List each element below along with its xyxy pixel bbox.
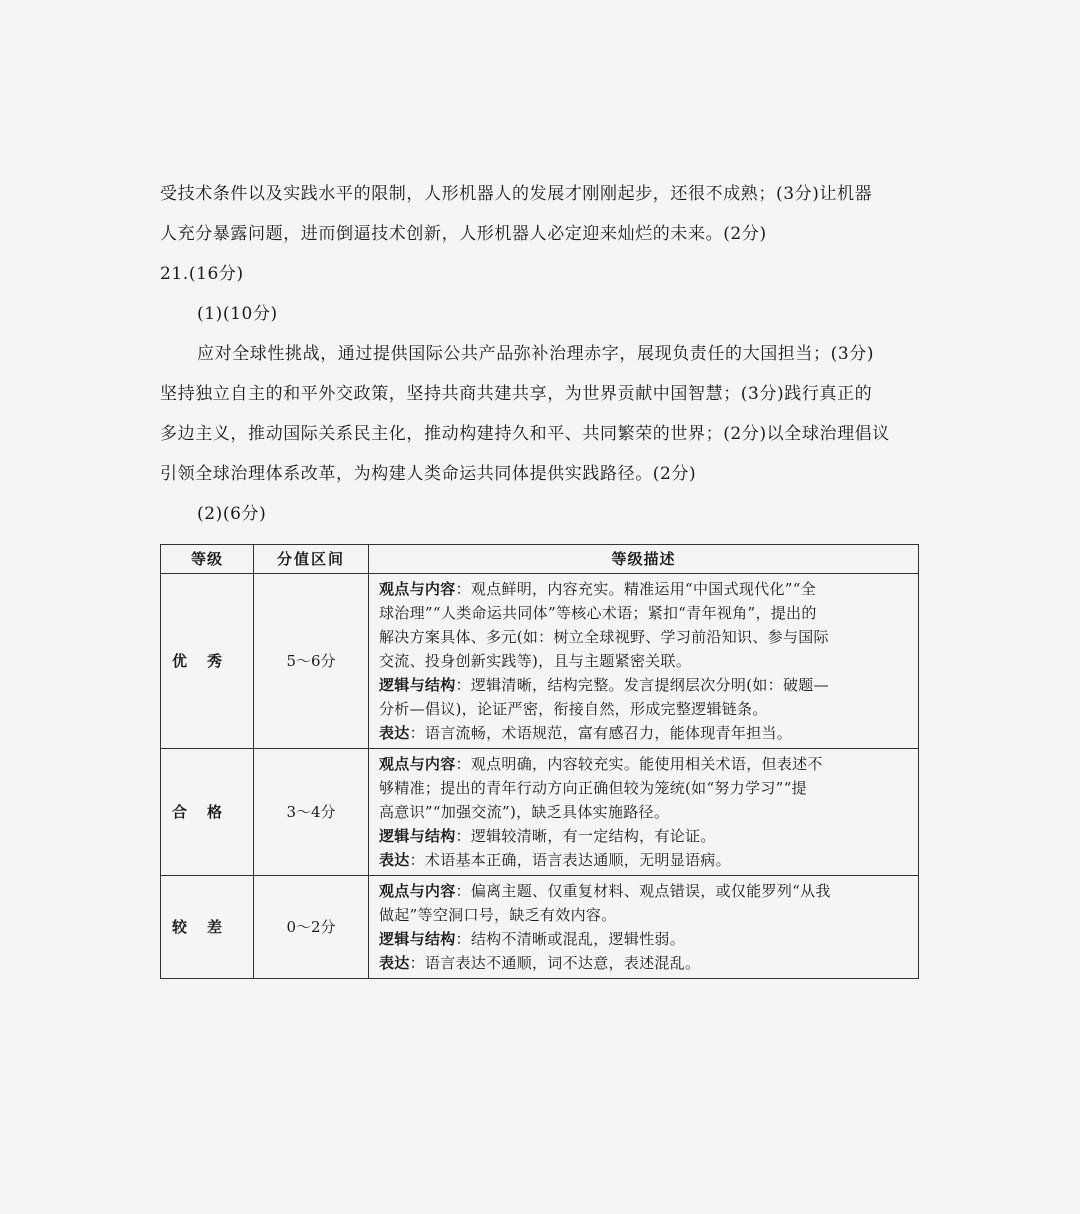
desc-line (379, 776, 908, 800)
a1-line4: 引领全球治理体系改革，为构建人类命运共同体提供实践路径。(2分) (160, 464, 697, 484)
desc-label: 观点与内容 (379, 755, 456, 773)
range-cell: 0～2分 (254, 876, 369, 979)
q21-part2-heading: (2)(6分) (197, 504, 267, 524)
table-row (161, 749, 919, 876)
a1-line2: 坚持独立自主的和平外交政策，坚持共商共建共享，为世界贡献中国智慧；(3分)践行真正的 (160, 384, 873, 404)
q21-heading: 21.(16分) (160, 264, 244, 284)
desc-text: 做起”等空洞口号，缺乏有效内容。 (379, 906, 617, 924)
desc-text: 解决方案具体、多元(如：树立全球视野、学习前沿知识、参与国际 (379, 628, 829, 646)
table-row (161, 876, 919, 979)
a1-line1: 应对全球性挑战，通过提供国际公共产品弥补治理赤字，展现负责任的大国担当；(3分) (197, 344, 875, 364)
desc-line (379, 879, 908, 903)
grading-rubric-table (160, 544, 919, 979)
desc-line (379, 848, 908, 872)
desc-text: ：偏离主题、仅重复材料、观点错误，或仅能罗列“从我 (455, 882, 831, 900)
desc-text: ：语言流畅，术语规范，富有感召力，能体现青年担当。 (409, 724, 793, 742)
desc-text: ：术语基本正确，语言表达通顺，无明显语病。 (409, 851, 731, 869)
p1-line1: 受技术条件以及实践水平的限制，人形机器人的发展才刚刚起步，还很不成熟；(3分)让机器 (160, 184, 873, 204)
desc-text: 交流、投身创新实践等)，且与主题紧密关联。 (379, 652, 692, 670)
p1-line2: 人充分暴露问题，进而倒逼技术创新，人形机器人必定迎来灿烂的未来。(2分) (160, 224, 767, 244)
table-row (161, 574, 919, 749)
desc-text: 球治理”“人类命运共同体”等核心术语；紧扣“青年视角”，提出的 (379, 604, 817, 622)
range-cell: 3～4分 (254, 749, 369, 876)
range-cell: 5～6分 (254, 574, 369, 749)
desc-label: 观点与内容 (379, 580, 456, 598)
desc-line (379, 824, 908, 848)
desc-line (379, 927, 908, 951)
desc-line (379, 752, 908, 776)
level-cell: 较差 (161, 876, 254, 979)
desc-text: 够精准；提出的青年行动方向正确但较为笼统(如“努力学习”“提 (379, 779, 807, 797)
desc-text: ：语言表达不通顺，词不达意，表述混乱。 (409, 954, 701, 972)
table-header-row (161, 545, 919, 574)
desc-cell (369, 749, 919, 876)
desc-text: ：逻辑较清晰，有一定结构，有论证。 (455, 827, 716, 845)
desc-text: 分析—倡议)，论证严密，衔接自然，形成完整逻辑链条。 (379, 700, 768, 718)
desc-line (379, 951, 908, 975)
desc-line (379, 673, 908, 697)
desc-line (379, 800, 908, 824)
desc-line (379, 649, 908, 673)
desc-text: ：逻辑清晰，结构完整。发言提纲层次分明(如：破题— (455, 676, 829, 694)
desc-cell (369, 876, 919, 979)
level-cell: 合格 (161, 749, 254, 876)
header-desc: 等级描述 (369, 545, 919, 574)
desc-line (379, 577, 908, 601)
desc-line (379, 721, 908, 745)
desc-label: 表达 (379, 954, 410, 972)
desc-cell (369, 574, 919, 749)
header-level: 等级 (161, 545, 254, 574)
desc-label: 逻辑与结构 (379, 930, 456, 948)
a1-line3: 多边主义，推动国际关系民主化，推动构建持久和平、共同繁荣的世界；(2分)以全球治理倡议 (160, 424, 890, 444)
desc-text: ：观点鲜明，内容充实。精准运用“中国式现代化”“全 (455, 580, 817, 598)
desc-label: 表达 (379, 851, 410, 869)
desc-line (379, 903, 908, 927)
header-range: 分值区间 (254, 545, 369, 574)
desc-text: ：结构不清晰或混乱，逻辑性弱。 (455, 930, 686, 948)
desc-text: 高意识”“加强交流”)，缺乏具体实施路径。 (379, 803, 670, 821)
desc-line (379, 625, 908, 649)
desc-label: 表达 (379, 724, 410, 742)
desc-label: 逻辑与结构 (379, 827, 456, 845)
desc-line (379, 601, 908, 625)
desc-text: ：观点明确，内容较充实。能使用相关术语，但表述不 (455, 755, 823, 773)
desc-label: 观点与内容 (379, 882, 456, 900)
desc-line (379, 697, 908, 721)
desc-label: 逻辑与结构 (379, 676, 456, 694)
level-cell: 优秀 (161, 574, 254, 749)
q21-part1-heading: (1)(10分) (197, 304, 278, 324)
